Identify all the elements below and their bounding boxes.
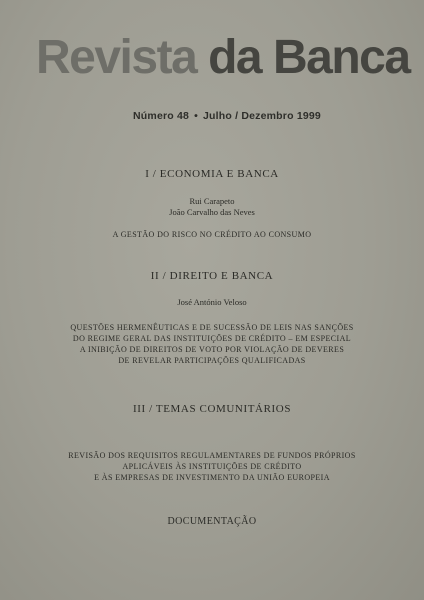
section-2-article-line-4: DE REVELAR PARTICIPAÇÕES QUALIFICADAS <box>118 356 306 365</box>
section-2-author-1: José António Veloso <box>177 297 247 307</box>
masthead-revista: Revista <box>36 31 209 84</box>
section-1-author-1: Rui Carapeto <box>189 196 235 206</box>
section-3-article-line-2: APLICÁVEIS ÀS INSTITUIÇÕES DE CRÉDITO <box>122 462 302 471</box>
section-2-title: II / DIREITO E BANCA <box>150 270 274 282</box>
section-2-article-line-2: DO REGIME GERAL DAS INSTITUIÇÕES DE CRÉDITO – EM ESPECIAL <box>72 334 352 343</box>
section-2-article-line-1: QUESTÕES HERMENÊUTICAS E DE SUCESSÃO DE LEIS NAS SANÇÕES <box>70 323 354 332</box>
section-1-title: I / ECONOMIA E BANCA <box>145 168 279 180</box>
masthead-da-banca: da Banca <box>208 31 410 84</box>
section-3-title: III / TEMAS COMUNITÁRIOS <box>132 403 292 415</box>
section-1-article-1: A GESTÃO DO RISCO NO CRÉDITO AO CONSUMO <box>112 230 312 239</box>
section-3-article-line-1: REVISÃO DOS REQUISITOS REGULAMENTARES DE FUNDOS PRÓPRIOS <box>68 451 356 460</box>
issue-period: Julho / Dezembro 1999 <box>202 110 321 122</box>
section-1-author-2: João Carvalho das Neves <box>169 207 255 217</box>
section-2-article-line-3: A INIBIÇÃO DE DIREITOS DE VOTO POR VIOLAÇÃO DE DEVERES <box>79 345 345 354</box>
section-4-title: DOCUMENTAÇÃO <box>167 516 257 527</box>
issue-separator: • <box>194 110 198 122</box>
issue-line <box>0 110 424 122</box>
masthead-title <box>36 31 410 84</box>
issue-number: Número 48 <box>133 110 190 122</box>
section-3-article-line-3: E ÀS EMPRESAS DE INVESTIMENTO DA UNIÃO EUROPEIA <box>94 473 330 482</box>
